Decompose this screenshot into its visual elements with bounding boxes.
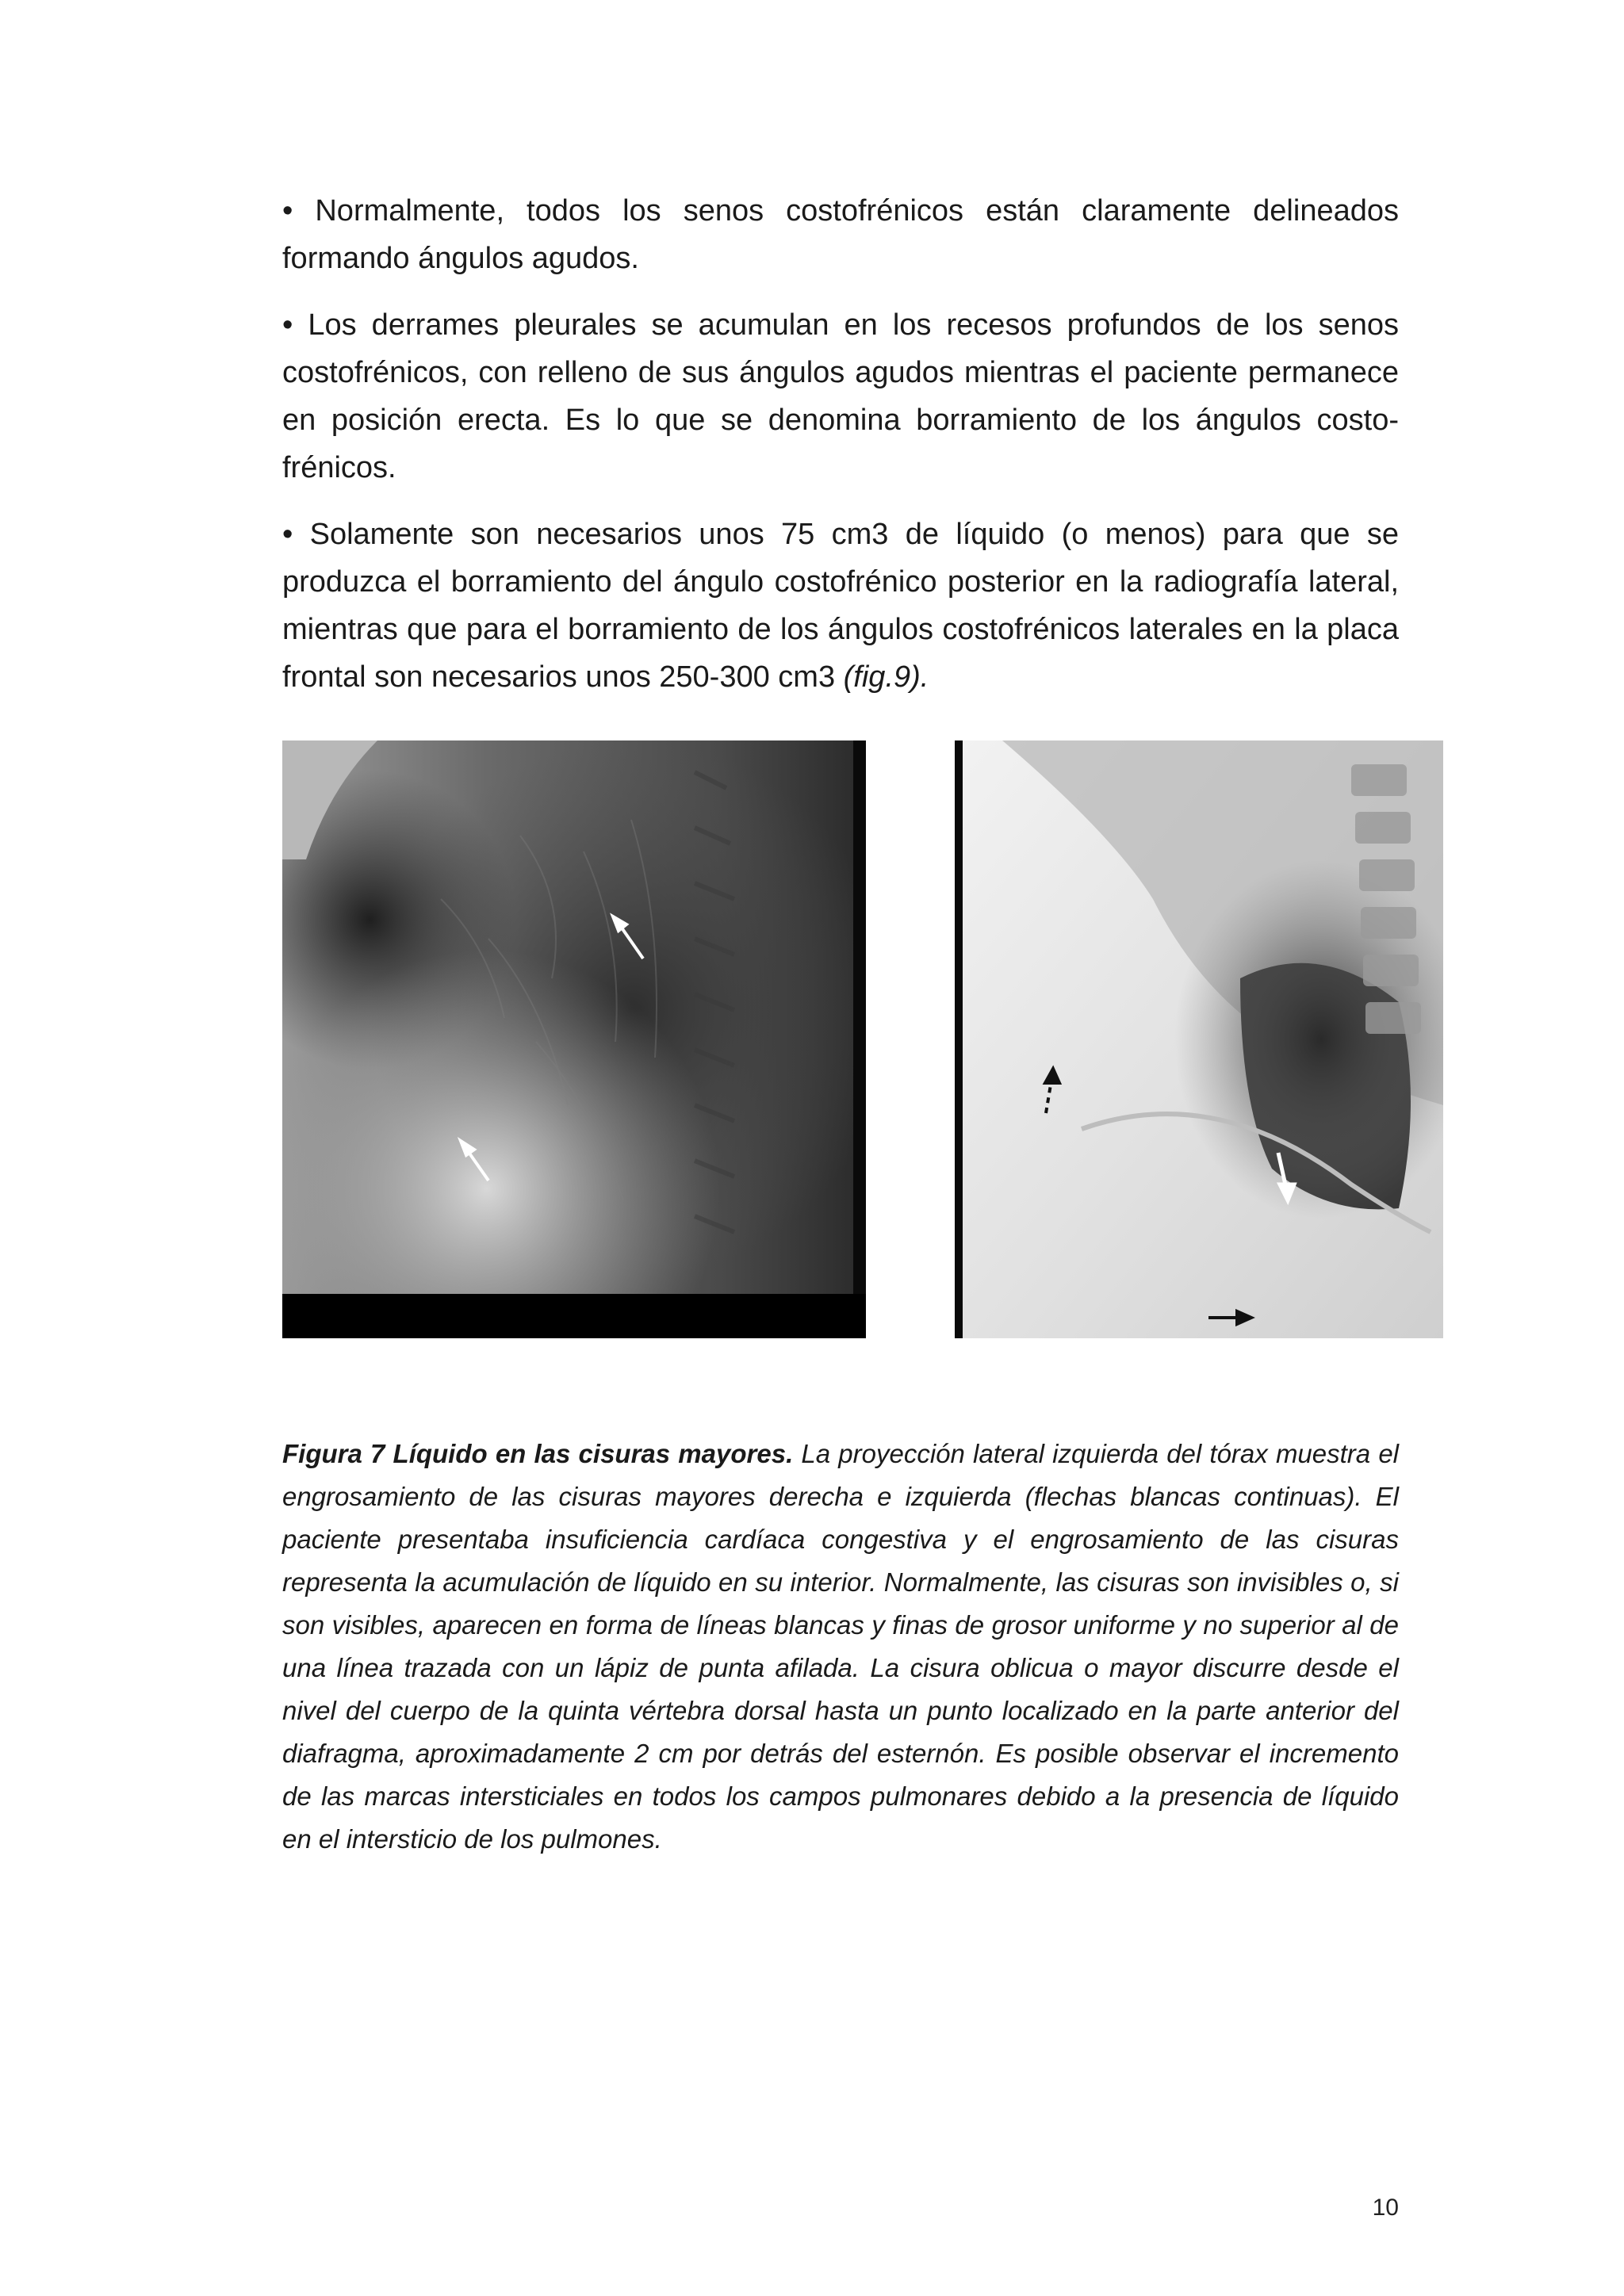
lateral-chest-xray-effusion-image bbox=[955, 740, 1443, 1338]
figure-right-xray bbox=[955, 740, 1443, 1338]
caption-body: La proyección lateral izquierda del tórax muestra el engrosamiento de las cisuras mayores derecha e izquierda (flechas blancas continuas). El paciente presentaba insuficiencia cardíaca congestiva y el engrosamiento de las cisuras representa la acumulación de líquido en su interior. Normalmente, las cisuras son invisibles o, si son visibles, aparecen en forma de líneas blancas y finas de grosor uniforme y no superior al de una línea trazada con un lápiz de punta afilada. La cisura oblicua o mayor discurre desde el nivel del cuerpo de la quinta vértebra dorsal hasta un punto localizado en la parte anterior del diafragma, aproximadamente 2 cm por detrás del esternón. Es posible observar el incremento de las marcas intersticiales en todos los campos pulmonares debido a la presencia de líquido en el intersticio de los pulmones. bbox=[282, 1439, 1400, 1854]
bullet-paragraph-1 bbox=[282, 187, 1399, 282]
bullet-text-3: • Solamente son necesarios unos 75 cm3 de líquido (o menos) para que se produzca el borramiento del ángulo costofrénico posterior en la radiografía lateral, mientras que para el borramiento de los ángulos costofrénicos laterales en la placa frontal son necesarios unos 250-300 cm3 bbox=[282, 518, 1399, 694]
lateral-chest-xray-image bbox=[282, 740, 866, 1338]
bullet-list bbox=[282, 187, 1399, 720]
figure-left-xray bbox=[282, 740, 866, 1338]
page-number: 10 bbox=[1372, 2195, 1399, 2221]
bullet-text-1: • Normalmente, todos los senos costofrénicos están claramente delineados formando ángulos agudos. bbox=[282, 194, 1399, 275]
bullet-paragraph-2 bbox=[282, 301, 1399, 492]
bullet-paragraph-3 bbox=[282, 511, 1399, 701]
figure-caption bbox=[282, 1433, 1399, 1861]
caption-title: Figura 7 Líquido en las cisuras mayores. bbox=[282, 1439, 794, 1468]
figure-reference: (fig.9). bbox=[843, 660, 929, 694]
bullet-text-2: • Los derrames pleurales se acumulan en los recesos profundos de los senos costofrénicos, con relleno de sus ángulos agudos mientras el paciente permanece en posición erecta. Es lo que se denomina borramiento de los ángulos costo- frénicos. bbox=[282, 308, 1399, 484]
